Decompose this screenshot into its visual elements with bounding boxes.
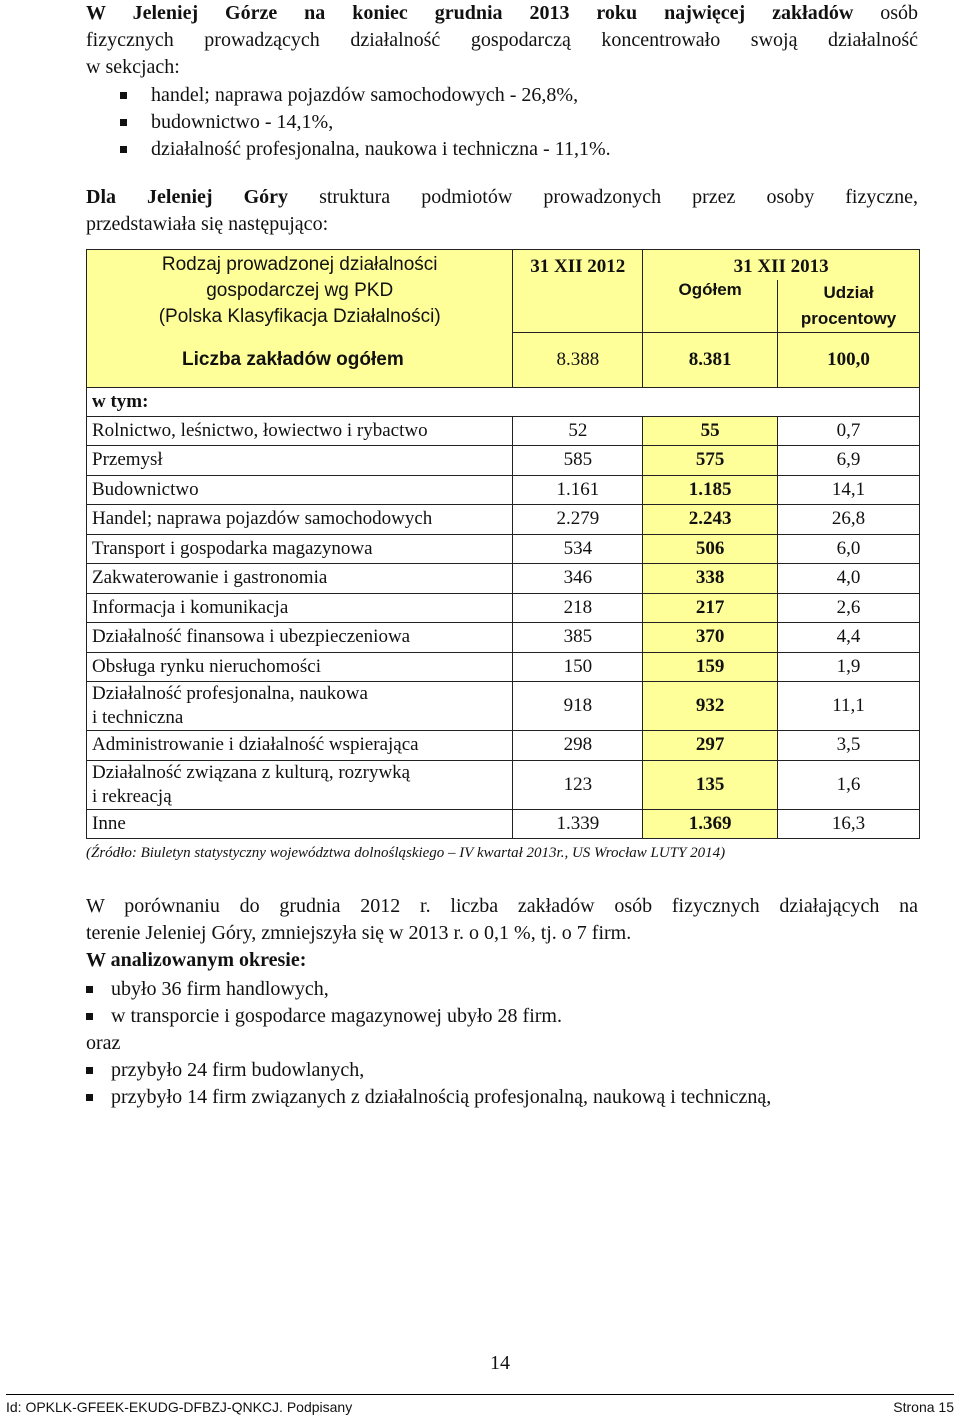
header-share-cell <box>778 280 920 333</box>
table-row <box>87 564 920 594</box>
bullet-square-icon <box>86 1067 93 1074</box>
structure-line2: przedstawiała się następująco: <box>86 213 329 235</box>
comparison-paragraph <box>86 893 918 974</box>
row-share: 26,8 <box>778 505 920 535</box>
row-label: Działalność finansowa i ubezpieczeniowa <box>87 623 513 653</box>
table-row <box>87 416 920 446</box>
table-row <box>87 731 920 761</box>
row-label: Budownictwo <box>87 475 513 505</box>
row-2013: 932 <box>643 682 778 731</box>
table-row <box>87 809 920 839</box>
comparison-bullet: przybyło 14 firm związanych z działalnością profesjonalną, naukową i techniczną, <box>111 1086 772 1108</box>
row-label: Zakwaterowanie i gastronomia <box>87 564 513 594</box>
row-2012: 218 <box>513 593 643 623</box>
row-2012: 534 <box>513 534 643 564</box>
row-label: Przemysł <box>87 446 513 476</box>
row-share: 6,9 <box>778 446 920 476</box>
row-2013: 55 <box>643 416 778 446</box>
header-total-cell: Ogółem <box>643 280 778 333</box>
page-number: 14 <box>490 1352 510 1374</box>
intro-bullet: działalność profesjonalna, naukowa i techniczna - 11,1%. <box>151 138 611 160</box>
row-share: 16,3 <box>778 809 920 839</box>
bullet-square-icon <box>86 1013 93 1020</box>
header-share-line: procentowy <box>800 309 897 328</box>
table-row <box>87 593 920 623</box>
table-row <box>87 475 920 505</box>
row-label-line: i rekreacją <box>92 785 172 807</box>
header-share-line: Udział <box>823 283 874 302</box>
row-2012: 918 <box>513 682 643 731</box>
comparison-bullet: ubyło 36 firm handlowych, <box>111 978 329 1000</box>
table-header-row <box>87 250 920 281</box>
row-2012: 1.339 <box>513 809 643 839</box>
row-label-line: i techniczna <box>92 707 184 728</box>
row-label <box>87 682 513 731</box>
table-row <box>87 623 920 653</box>
wtym-label: w tym: <box>87 387 920 416</box>
row-label: Administrowanie i działalność wspierająca <box>87 731 513 761</box>
row-share: 2,6 <box>778 593 920 623</box>
header-2013-cell: 31 XII 2013 <box>643 250 920 281</box>
total-row <box>87 333 920 388</box>
row-share: 11,1 <box>778 682 920 731</box>
table-row <box>87 652 920 682</box>
intro-bullet: handel; naprawa pojazdów samochodowych - 26,8%, <box>151 84 579 106</box>
row-label: Transport i gospodarka magazynowa <box>87 534 513 564</box>
row-label: Rolnictwo, leśnictwo, łowiectwo i rybactwo <box>87 416 513 446</box>
row-label <box>87 760 513 809</box>
header-kind-line: gospodarczej wg PKD <box>206 280 394 302</box>
intro-bullet: budownictwo - 14,1%, <box>151 111 334 133</box>
total-2013: 8.381 <box>643 333 778 388</box>
row-share: 1,9 <box>778 652 920 682</box>
row-2012: 150 <box>513 652 643 682</box>
footer-page: Strona 15 <box>893 1399 954 1415</box>
header-2012-cell: 31 XII 2012 <box>513 250 643 333</box>
table-row <box>87 534 920 564</box>
bullet-square-icon <box>120 119 127 126</box>
intro-line1-rest: osób <box>853 2 918 24</box>
row-2012: 123 <box>513 760 643 809</box>
row-2013: 217 <box>643 593 778 623</box>
row-2012: 2.279 <box>513 505 643 535</box>
document-footer <box>6 1394 954 1415</box>
row-2013: 338 <box>643 564 778 594</box>
row-2013: 297 <box>643 731 778 761</box>
row-2012: 298 <box>513 731 643 761</box>
structure-paragraph <box>86 184 918 238</box>
bullet-square-icon <box>120 146 127 153</box>
row-2013: 2.243 <box>643 505 778 535</box>
row-2013: 1.185 <box>643 475 778 505</box>
row-share: 4,0 <box>778 564 920 594</box>
row-2012: 585 <box>513 446 643 476</box>
total-2012: 8.388 <box>513 333 643 388</box>
footer-id: Id: OPKLK-GFEEK-EKUDG-DFBZJ-QNKCJ. Podpisany <box>6 1399 353 1415</box>
comparison-bullet: w transporcie i gospodarce magazynowej ubyło 28 firm. <box>111 1005 562 1027</box>
row-label-line: Działalność profesjonalna, naukowa <box>92 683 368 704</box>
bullet-square-icon <box>86 986 93 993</box>
header-kind-line: Rodzaj prowadzonej działalności <box>161 254 438 276</box>
row-label: Handel; naprawa pojazdów samochodowych <box>87 505 513 535</box>
bullet-square-icon <box>120 92 127 99</box>
comparison-oraz: oraz <box>86 1032 121 1054</box>
row-share: 1,6 <box>778 760 920 809</box>
row-2012: 346 <box>513 564 643 594</box>
row-2012: 385 <box>513 623 643 653</box>
row-2013: 159 <box>643 652 778 682</box>
comparison-bullet: przybyło 24 firm budowlanych, <box>111 1059 365 1081</box>
row-share: 6,0 <box>778 534 920 564</box>
total-share: 100,0 <box>778 333 920 388</box>
row-2013: 1.369 <box>643 809 778 839</box>
establishments-table <box>86 249 920 839</box>
structure-line1-rest: struktura podmiotów prowadzonych przez osoby fizyczne, <box>288 186 918 208</box>
comparison-heading: W analizowanym okresie: <box>86 949 307 971</box>
total-label: Liczba zakładów ogółem <box>87 333 513 388</box>
intro-line3: w sekcjach: <box>86 56 180 78</box>
table-row <box>87 446 920 476</box>
row-2012: 1.161 <box>513 475 643 505</box>
comparison-line2: terenie Jeleniej Góry, zmniejszyła się w 2013 r. o 0,1 %, tj. o 7 firm. <box>86 922 632 944</box>
row-label: Inne <box>87 809 513 839</box>
row-2013: 370 <box>643 623 778 653</box>
intro-lead: W Jeleniej Górze na koniec grudnia 2013 roku najwięcej zakładów <box>86 2 854 24</box>
row-2013: 575 <box>643 446 778 476</box>
wtym-row <box>87 387 920 416</box>
comparison-line1: W porównaniu do grudnia 2012 r. liczba zakładów osób fizycznych działających na <box>86 895 918 917</box>
bullet-square-icon <box>86 1094 93 1101</box>
header-kind-cell <box>87 250 513 333</box>
table-row <box>87 505 920 535</box>
row-share: 14,1 <box>778 475 920 505</box>
row-share: 0,7 <box>778 416 920 446</box>
row-2013: 506 <box>643 534 778 564</box>
table-row <box>87 760 920 809</box>
row-2012: 52 <box>513 416 643 446</box>
row-label-line: Działalność związana z kulturą, rozrywką <box>92 761 411 783</box>
row-2013: 135 <box>643 760 778 809</box>
row-share: 3,5 <box>778 731 920 761</box>
row-label: Informacja i komunikacja <box>87 593 513 623</box>
intro-line2: fizycznych prowadzących działalność gospodarczą koncentrowało swoją działalność <box>86 29 918 51</box>
row-label: Obsługa rynku nieruchomości <box>87 652 513 682</box>
intro-paragraph <box>86 0 918 81</box>
header-kind-line: (Polska Klasyfikacja Działalności) <box>158 306 441 328</box>
table-source: (Źródło: Biuletyn statystyczny województwa dolnośląskiego – IV kwartał 2013r., US Wrocław LUTY 2014) <box>86 845 726 861</box>
row-share: 4,4 <box>778 623 920 653</box>
structure-lead: Dla Jeleniej Góry <box>86 186 289 208</box>
table-row <box>87 682 920 731</box>
